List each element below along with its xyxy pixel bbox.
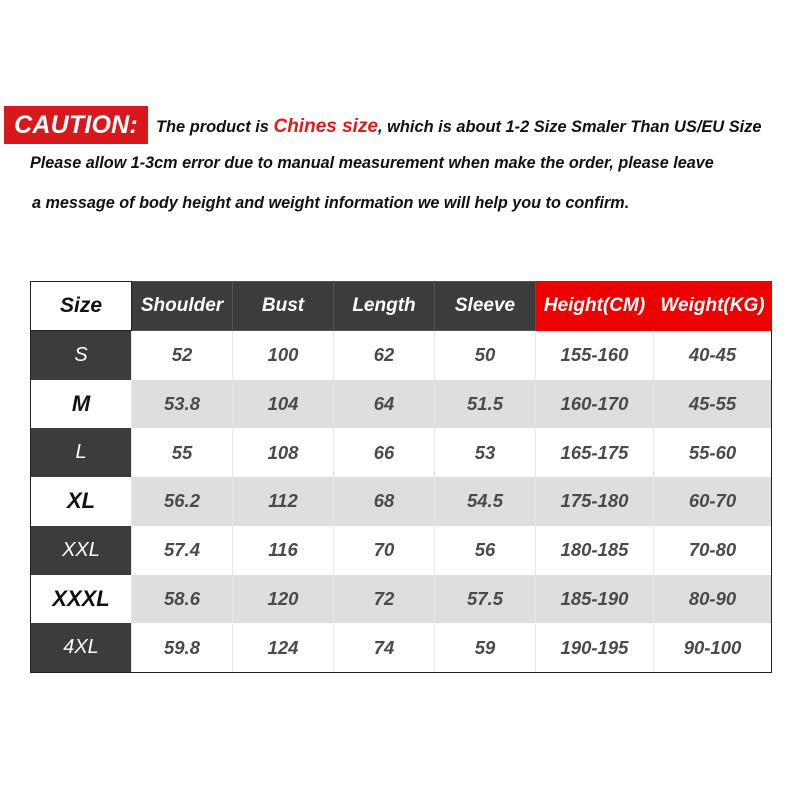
table-row	[31, 331, 772, 380]
sleeve-cell: 59	[435, 623, 536, 672]
size-cell: XXXL	[31, 575, 132, 624]
sleeve-cell: 51.5	[435, 380, 536, 429]
size-chart-table	[30, 281, 772, 673]
height-cell: 180-185	[536, 526, 654, 575]
caution-badge: CAUTION:	[4, 106, 148, 144]
weight-cell: 45-55	[654, 380, 772, 429]
bust-cell: 116	[233, 526, 334, 575]
shoulder-cell: 56.2	[132, 477, 233, 526]
weight-cell: 40-45	[654, 331, 772, 380]
table-row	[31, 526, 772, 575]
shoulder-cell: 58.6	[132, 575, 233, 624]
chines-size-highlight: Chines size	[273, 116, 379, 137]
bust-cell: 112	[233, 477, 334, 526]
size-cell: L	[31, 428, 132, 477]
weight-cell: 55-60	[654, 428, 772, 477]
header-length: Length	[334, 282, 435, 331]
height-cell: 175-180	[536, 477, 654, 526]
height-cell: 165-175	[536, 428, 654, 477]
header-weight: Weight(KG)	[654, 282, 772, 331]
size-notice-suffix: , which is about 1-2 Size Smaler Than US/EU Size	[378, 118, 762, 136]
header-bust: Bust	[233, 282, 334, 331]
sleeve-cell: 56	[435, 526, 536, 575]
size-cell: S	[31, 331, 132, 380]
shoulder-cell: 53.8	[132, 380, 233, 429]
header-size: Size	[31, 282, 132, 331]
header-shoulder: Shoulder	[132, 282, 233, 331]
bust-cell: 124	[233, 623, 334, 672]
table-row	[31, 380, 772, 429]
length-cell: 66	[334, 428, 435, 477]
bust-cell: 104	[233, 380, 334, 429]
length-cell: 72	[334, 575, 435, 624]
size-cell: M	[31, 380, 132, 429]
weight-cell: 60-70	[654, 477, 772, 526]
length-cell: 64	[334, 380, 435, 429]
message-notice-line: a message of body height and weight information we will help you to confirm.	[32, 194, 630, 212]
length-cell: 70	[334, 526, 435, 575]
weight-cell: 90-100	[654, 623, 772, 672]
height-cell: 160-170	[536, 380, 654, 429]
sleeve-cell: 57.5	[435, 575, 536, 624]
bust-cell: 100	[233, 331, 334, 380]
table-row	[31, 428, 772, 477]
table-row	[31, 477, 772, 526]
height-cell: 185-190	[536, 575, 654, 624]
table-row	[31, 623, 772, 672]
height-cell: 190-195	[536, 623, 654, 672]
shoulder-cell: 59.8	[132, 623, 233, 672]
length-cell: 68	[334, 477, 435, 526]
length-cell: 74	[334, 623, 435, 672]
sleeve-cell: 50	[435, 331, 536, 380]
size-notice-text: The product is	[156, 118, 274, 136]
size-cell: 4XL	[31, 623, 132, 672]
header-height: Height(CM)	[536, 282, 654, 331]
weight-cell: 70-80	[654, 526, 772, 575]
measurement-notice-line: Please allow 1-3cm error due to manual measurement when make the order, please leave	[30, 154, 714, 172]
shoulder-cell: 55	[132, 428, 233, 477]
bust-cell: 120	[233, 575, 334, 624]
shoulder-cell: 52	[132, 331, 233, 380]
weight-cell: 80-90	[654, 575, 772, 624]
shoulder-cell: 57.4	[132, 526, 233, 575]
height-cell: 155-160	[536, 331, 654, 380]
bust-cell: 108	[233, 428, 334, 477]
size-cell: XL	[31, 477, 132, 526]
sleeve-cell: 54.5	[435, 477, 536, 526]
size-cell: XXL	[31, 526, 132, 575]
length-cell: 62	[334, 331, 435, 380]
sleeve-cell: 53	[435, 428, 536, 477]
header-sleeve: Sleeve	[435, 282, 536, 331]
size-notice-line	[156, 116, 762, 138]
table-row	[31, 575, 772, 624]
table-header-row	[31, 282, 772, 331]
